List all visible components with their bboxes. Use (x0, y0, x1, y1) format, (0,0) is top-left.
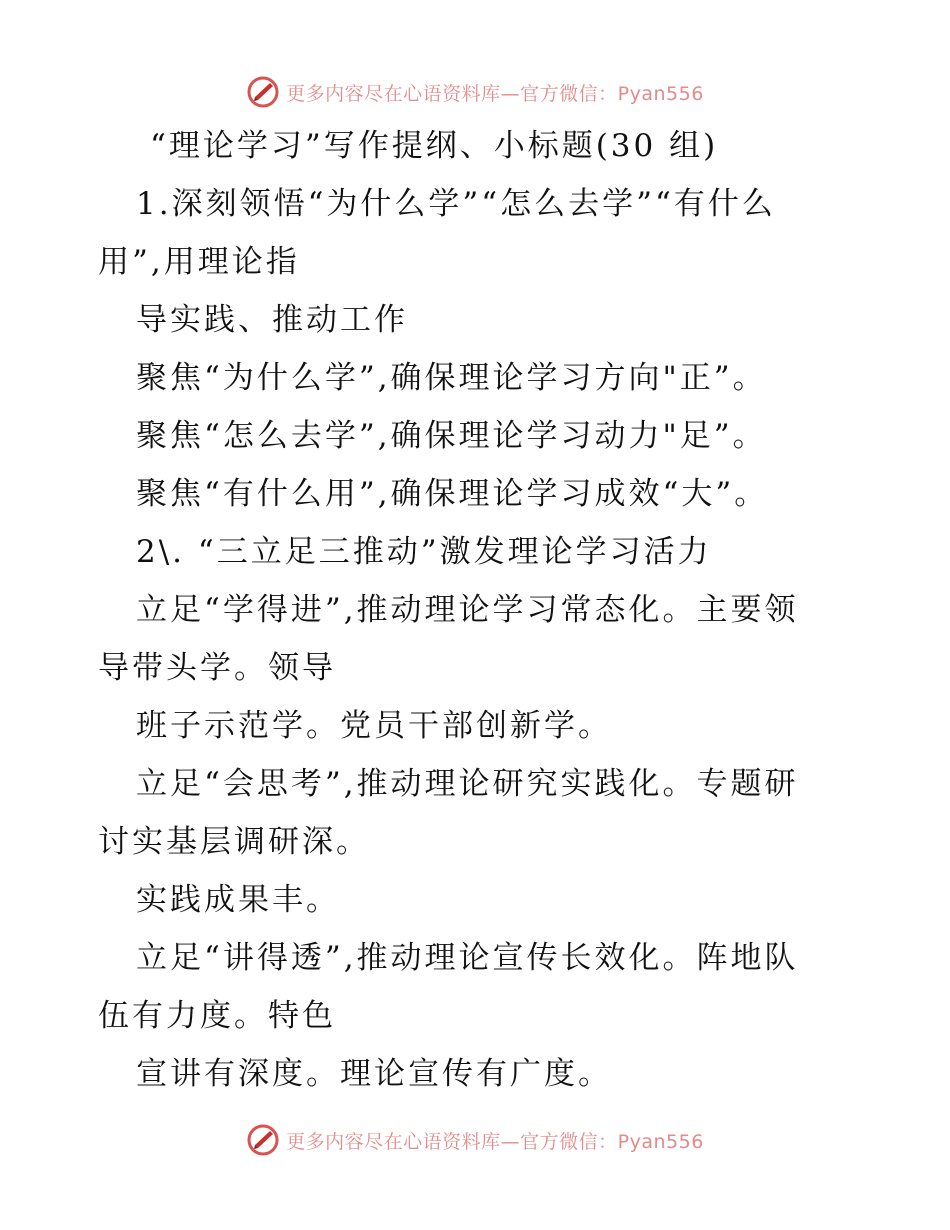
paragraph-line: 立足“讲得透”,推动理论宣传长效化。阵地队 (136, 940, 799, 976)
header-watermark (0, 72, 950, 112)
paragraph-line: 用”,用理论指 (98, 244, 300, 280)
watermark-logo-icon (246, 1123, 280, 1157)
paragraph-line: 聚焦“怎么去学”,确保理论学习动力"足”。 (136, 418, 767, 454)
paragraph-line: 1.深刻领悟“为什么学”“怎么去学”“有什么 (136, 186, 776, 222)
paragraph-line: 2\. “三立足三推动”激发理论学习活力 (136, 534, 712, 570)
watermark-text: 更多内容尽在心语资料库—官方微信：Pyan556 (286, 1130, 704, 1153)
paragraph-line: 实践成果丰。 (136, 882, 340, 918)
paragraph-line: 立足“会思考”,推动理论研究实践化。专题研 (136, 766, 799, 802)
watermark-text: 更多内容尽在心语资料库—官方微信：Pyan556 (286, 82, 704, 105)
paragraph-line: 立足“学得进”,推动理论学习常态化。主要领 (136, 592, 799, 628)
paragraph-line: 班子示范学。党员干部创新学。 (136, 708, 612, 744)
paragraph-line: 聚焦“为什么学”,确保理论学习方向"正”。 (136, 360, 767, 396)
paragraph-line: 导实践、推动工作 (136, 302, 408, 338)
paragraph-line: 宣讲有深度。理论宣传有广度。 (136, 1056, 612, 1092)
paragraph-line: 讨实基层调研深。 (98, 824, 370, 860)
paragraph-line: 伍有力度。特色 (98, 998, 336, 1034)
paragraph-line: 聚焦“有什么用”,确保理论学习成效“大”。 (136, 476, 769, 512)
watermark-logo-icon (246, 75, 280, 109)
footer-watermark (0, 1120, 950, 1160)
paragraph-line: 导带头学。领导 (98, 650, 336, 686)
document-title: “理论学习”写作提纲、小标题(30 组) (150, 128, 719, 164)
